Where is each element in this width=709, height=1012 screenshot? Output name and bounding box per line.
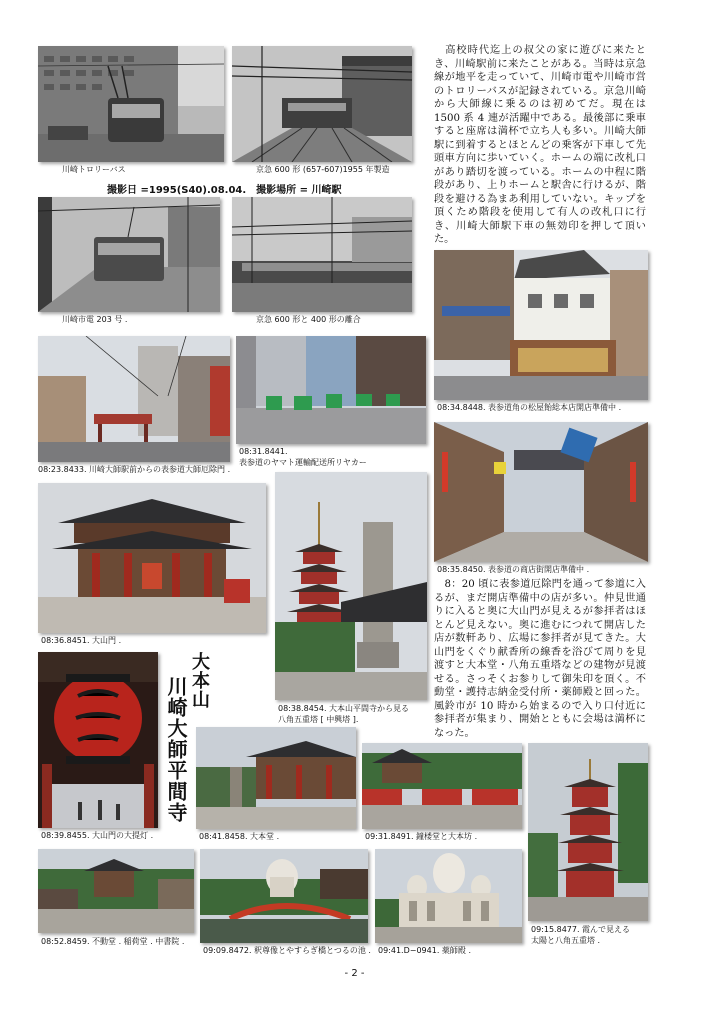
caption-pagoda-haze-b: 太陽と八角五重塔 . <box>531 936 601 945</box>
caption-pagoda-view-b: 八角五重塔 [ 中興塔 ]. <box>278 715 359 724</box>
caption-yamato-desc: 表参道のヤマト運輸配送所リヤカー <box>239 458 367 467</box>
photo-shoro <box>362 743 522 829</box>
photo-daisanmon <box>38 483 266 633</box>
caption-yakushiden: 09:41.D−0941. 薬師殿 . <box>378 946 471 955</box>
photo-shotengai <box>434 422 648 562</box>
page-number: - 2 - <box>344 968 365 979</box>
temple-title: 大本山 <box>189 652 210 709</box>
photo-shichiden-203 <box>38 197 220 312</box>
photo-yakushiden <box>375 849 522 943</box>
paragraph-intro: 高校時代迄上の叔父の家に遊びに来たとき、川崎駅前に来たことがある。当時は京急線が地平を走っていて、川崎市電や川崎市営のトロリーバスが記録されている。京急川崎から大師線に乗るのは初めてだ。現在は 1500 系 4 連が活躍中である。最後部に乗車すると座席は満杯で立ち人も多い。川崎大師駅に到着するとほとんどの乗客が下車して先頭車方向に歩いていく。ホームの端に改札口があり踏切を渡っている。ホームの中程に階段があり、上りホームと駅舎に行けるが、階段を避ける為まあ利用していない。キップを頂くため階段を使用して有人の改札口に行き、川崎大師駅下車の無効印を押して頂いた。 <box>434 45 646 245</box>
caption-keikyu-600: 京急 600 形 (657-607)1955 年製造 <box>256 165 390 174</box>
caption-omotesando-gate: 08:23.8433. 川崎大師駅前からの表参道大師厄除門 . <box>38 465 231 474</box>
caption-shotengai: 08:35.8450. 表参道の商店街開店準備中 . <box>437 565 590 574</box>
caption-lantern: 08:39.8455. 大山門の大提灯 . <box>41 831 154 840</box>
photo-matsuya <box>434 250 648 400</box>
caption-bridge: 09:09.8472. 釈尊像とやすらぎ橋とつるの池 . <box>203 946 371 955</box>
photo-pagoda-haze <box>528 743 648 921</box>
photo-bridge <box>200 849 368 943</box>
photo-yamato-cart <box>236 336 426 444</box>
photo-daihondo <box>196 727 356 829</box>
photo-keikyu-600 <box>232 46 412 162</box>
photo-lantern <box>38 652 158 828</box>
photo-fudodo <box>38 849 194 933</box>
caption-fudodo: 08:52.8459. 不動堂 . 稲荷堂 . 中書院 . <box>41 937 185 946</box>
caption-keikyu-meet: 京急 600 形と 400 形の離合 <box>256 315 361 324</box>
caption-shichiden-203: 川崎市電 203 号 . <box>62 315 128 324</box>
shooting-info: 撮影日 =1995(S40).08.04. 撮影場所 = 川崎駅 <box>107 185 342 196</box>
caption-trolleybus: 川崎トロリーバス <box>62 165 126 174</box>
caption-daisanmon: 08:36.8451. 大山門 . <box>41 636 122 645</box>
photo-trolleybus <box>38 46 224 162</box>
caption-daihondo: 08:41.8458. 大本堂 . <box>199 832 280 841</box>
photo-pagoda-view <box>275 472 427 700</box>
caption-yamato-time: 08:31.8441. <box>239 447 288 456</box>
paragraph-visit: 8：20 頃に表参道厄除門を通って参道に入るが、まだ開店準備中の店が多い。仲見世通りに入ると奥に大山門が見えるが参拝者はほとんど見えない。奥に進むにつれて開店した店が数軒あり、広場に参拝者が見てきた。大山門をくぐり献香所の線香を浴びて周りを見渡すと大本堂・八角五重塔などの建物が見渡せる。さっそくお参りして御朱印を頂く。不動堂・護持志納金受付所・薬師殿と回った。風鈴市が 10 時から始まるので入り口付近に参拝者が集まり、開始とともに会場は満杯になった。 <box>434 579 646 739</box>
caption-shoro: 09:31.8491. 鐘楼堂と大本坊 . <box>365 832 478 841</box>
temple-title-sub: 川崎大師平間寺 <box>164 676 188 823</box>
caption-pagoda-haze-a: 09:15.8477. 霞んで見える <box>531 925 631 934</box>
caption-matsuya: 08:34.8448. 表参道角の松屋飴総本店開店準備中 . <box>437 403 622 412</box>
photo-keikyu-meet <box>232 197 412 312</box>
caption-pagoda-view-a: 08:38.8454. 大本山平間寺から見る <box>278 704 410 713</box>
photo-omotesando-gate <box>38 336 230 462</box>
